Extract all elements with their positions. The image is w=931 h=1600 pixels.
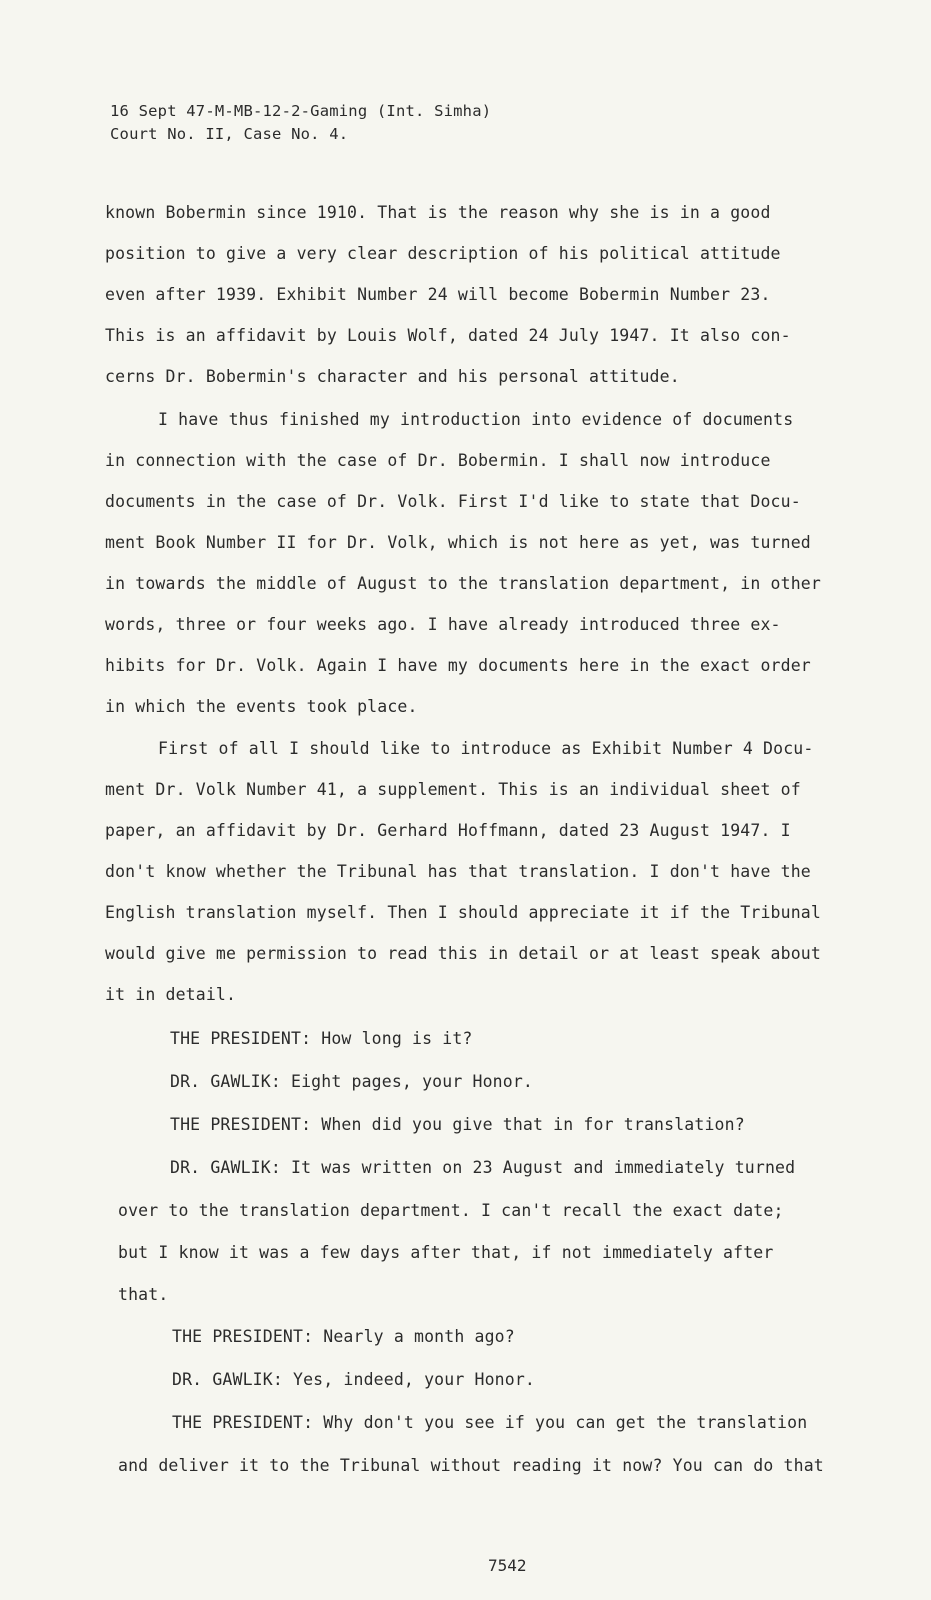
speaker-line: THE PRESIDENT: How long is it? xyxy=(170,1029,473,1048)
text-line: in which the events took place. xyxy=(105,697,418,716)
text-line: even after 1939. Exhibit Number 24 will become Bobermin Number 23. xyxy=(105,285,771,304)
speaker-line: DR. GAWLIK: Eight pages, your Honor. xyxy=(170,1072,534,1091)
text-line: it in detail. xyxy=(105,985,237,1004)
text-line: documents in the case of Dr. Volk. First I'd like to state that Docu- xyxy=(105,492,801,511)
text-line: ment Dr. Volk Number 41, a supplement. This is an individual sheet of xyxy=(105,780,801,799)
header-line-2: Court No. II, Case No. 4. xyxy=(110,125,349,143)
speaker-line: THE PRESIDENT: Why don't you see if you can get the translation xyxy=(172,1413,808,1432)
text-line: in towards the middle of August to the translation department, in other xyxy=(105,574,821,593)
text-line: and deliver it to the Tribunal without reading it now? You can do that xyxy=(118,1456,824,1475)
text-line: in connection with the case of Dr. Bobermin. I shall now introduce xyxy=(105,451,771,470)
text-line: known Bobermin since 1910. That is the reason why she is in a good xyxy=(105,203,771,222)
text-line: First of all I should like to introduce as Exhibit Number 4 Docu- xyxy=(158,739,814,758)
speaker-line: THE PRESIDENT: When did you give that in for translation? xyxy=(170,1115,745,1134)
text-line: This is an affidavit by Louis Wolf, dated 24 July 1947. It also con- xyxy=(105,326,791,345)
text-line: I have thus finished my introduction into evidence of documents xyxy=(158,410,794,429)
page-number: 7542 xyxy=(488,1556,527,1575)
speaker-line: THE PRESIDENT: Nearly a month ago? xyxy=(172,1327,515,1346)
text-line: but I know it was a few days after that, if not immediately after xyxy=(118,1243,774,1262)
text-line: ment Book Number II for Dr. Volk, which is not here as yet, was turned xyxy=(105,533,811,552)
speaker-line: DR. GAWLIK: Yes, indeed, your Honor. xyxy=(172,1370,536,1389)
text-line: don't know whether the Tribunal has that translation. I don't have the xyxy=(105,862,811,881)
text-line: hibits for Dr. Volk. Again I have my documents here in the exact order xyxy=(105,656,811,675)
header-line-1: 16 Sept 47-M-MB-12-2-Gaming (Int. Simha) xyxy=(110,102,492,120)
text-line: English translation myself. Then I should appreciate it if the Tribunal xyxy=(105,903,821,922)
text-line: words, three or four weeks ago. I have already introduced three ex- xyxy=(105,615,781,634)
text-line: paper, an affidavit by Dr. Gerhard Hoffmann, dated 23 August 1947. I xyxy=(105,821,791,840)
text-line: over to the translation department. I can't recall the exact date; xyxy=(118,1201,784,1220)
text-line: would give me permission to read this in detail or at least speak about xyxy=(105,944,821,963)
text-line: that. xyxy=(118,1285,169,1304)
speaker-line: DR. GAWLIK: It was written on 23 August and immediately turned xyxy=(170,1158,796,1177)
document-header xyxy=(110,100,491,146)
text-line: cerns Dr. Bobermin's character and his personal attitude. xyxy=(105,367,680,386)
text-line: position to give a very clear description of his political attitude xyxy=(105,244,781,263)
